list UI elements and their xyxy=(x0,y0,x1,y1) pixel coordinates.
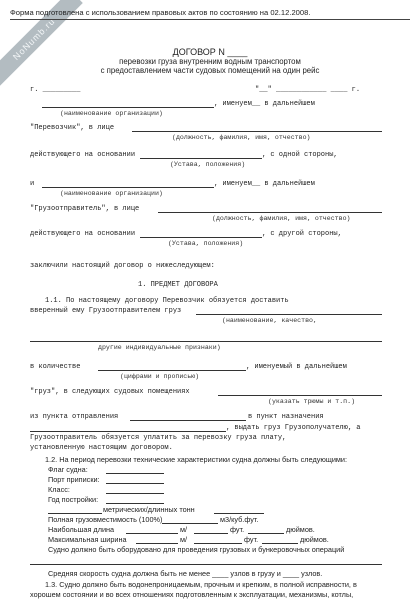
width-label: Максимальная ширина xyxy=(48,535,127,544)
flag-line xyxy=(106,473,164,474)
shipper-pays: Грузоотправитель обязуется уплатить за перевозку груза плату, xyxy=(30,434,287,442)
party2-tail: , именуем__ в дальнейшем xyxy=(214,180,315,188)
contract-subtitle-1: перевозки груза внутренним водным транспортом xyxy=(119,57,301,66)
party1-tail: , именуем__ в дальнейшем xyxy=(214,100,315,108)
year-label: Год постройки: xyxy=(48,495,99,504)
width-m-line xyxy=(136,543,178,544)
width-ft-line xyxy=(194,543,242,544)
dwt-line-2 xyxy=(214,513,264,514)
org1-line xyxy=(42,107,214,108)
equipment-line xyxy=(30,564,382,565)
date-field: "__" ____________ ____ г. xyxy=(255,86,361,94)
caption-org1: (наименование организации) xyxy=(60,110,163,117)
shipper-label: "Грузоотправитель", в лице xyxy=(30,205,140,213)
length-m-line xyxy=(126,533,178,534)
caption-pos2: (должность, фамилия, имя, отчество) xyxy=(212,215,351,222)
equipment-text: Судно должно быть оборудовано для проведения грузовых и бункеровочных операций xyxy=(48,545,345,554)
width-in: дюймов. xyxy=(300,535,329,544)
width-m: м/ xyxy=(180,535,188,544)
qty-line xyxy=(98,370,246,371)
length-m: м/ xyxy=(180,525,188,534)
flag-label: Флаг судна: xyxy=(48,465,88,474)
class-line xyxy=(106,493,164,494)
port-label: Порт приписки: xyxy=(48,475,100,484)
from-point-line xyxy=(130,420,246,421)
contract-title: ДОГОВОР N ____ xyxy=(172,47,248,57)
capacity-unit: м3/куб.фут. xyxy=(220,515,259,524)
length-label: Наибольшая длина xyxy=(48,525,115,534)
length-ft: фут. xyxy=(230,525,245,534)
class-label: Класс: xyxy=(48,485,70,494)
cargo-line-2 xyxy=(30,341,382,342)
dwt-unit: метрических/длинных тонн xyxy=(103,505,195,514)
contract-subtitle-2: с предоставлением части судовых помещений на один рейс xyxy=(100,66,320,75)
established-text: установленную настоящим договором. xyxy=(30,444,173,452)
capacity-label: Полная грузовместимость (100%) xyxy=(48,515,163,524)
holds-line xyxy=(218,395,382,396)
issue-text: , выдать груз Грузополучателю, а xyxy=(226,424,361,432)
port-line xyxy=(106,483,164,484)
caption-pos1: (должность, фамилия, имя, отчество) xyxy=(172,134,311,141)
from-point-label: из пункта отправления xyxy=(30,413,119,421)
p11-line1: 1.1. По настоящему договору Перевозчик обязуется доставить xyxy=(45,297,289,305)
watermark-badge: NoNumb.ru xyxy=(0,0,83,88)
capacity-line xyxy=(162,523,218,524)
p13-line2: хорошем состоянии и во всех отношениях подготовленным к эксплуатации, механизмы, котлы, xyxy=(30,590,354,599)
to-point-label: в пункт назначения xyxy=(248,413,324,421)
acting2-label: действующего на основании xyxy=(30,230,136,238)
p12-text: 1.2. На период перевозки технические характеристики судна должны быть следующими: xyxy=(45,455,348,464)
caption-org2: (наименование организации) xyxy=(60,190,163,197)
caption-charter1: (Устава, положения) xyxy=(170,161,246,168)
qty-tail: , именуемый в дальнейшем xyxy=(246,363,347,371)
caption-cargo: (наименование, качество, xyxy=(222,317,317,324)
caption-other: другие индивидуальные признаки) xyxy=(98,344,221,351)
shipper-rep-line xyxy=(158,212,382,213)
acting2-tail: , с другой стороны, xyxy=(262,230,342,238)
header-note: Форма подготовлена с использованием правовых актов по состоянию на 02.12.2008. xyxy=(10,8,311,17)
width-ft: фут. xyxy=(244,535,259,544)
section1-heading: 1. ПРЕДМЕТ ДОГОВОРА xyxy=(138,281,218,289)
and-label: и xyxy=(30,180,35,188)
carrier-label: "Перевозчик", в лице xyxy=(30,124,115,132)
acting1-tail: , с одной стороны, xyxy=(262,151,338,159)
city-field: г. _________ xyxy=(30,86,81,94)
header-divider xyxy=(10,19,410,20)
acting1-line xyxy=(140,158,262,159)
speed-text: Средняя скорость судна должна быть не менее ____ узлов в грузу и ____ узлов. xyxy=(48,569,323,578)
cargo-line xyxy=(196,314,382,315)
caption-holds: (указать трюмы и т.п.) xyxy=(268,398,356,405)
length-in: дюймов. xyxy=(286,525,315,534)
width-in-line xyxy=(262,543,298,544)
p11-line2: вверенный ему Грузоотправителем груз xyxy=(30,307,182,315)
cargo-rooms-label: "груз", в следующих судовых помещениях xyxy=(30,388,190,396)
dwt-line xyxy=(48,513,102,514)
to-point-line xyxy=(30,431,226,432)
length-ft-line xyxy=(194,533,228,534)
year-line xyxy=(106,503,164,504)
qty-label: в количестве xyxy=(30,363,81,371)
carrier-rep-line xyxy=(132,131,382,132)
length-in-line xyxy=(248,533,284,534)
caption-charter2: (Устава, положения) xyxy=(168,240,244,247)
org2-line xyxy=(42,187,214,188)
acting1-label: действующего на основании xyxy=(30,151,136,159)
caption-qty: (цифрами и прописью) xyxy=(120,373,200,380)
p13-line1: 1.3. Судно должно быть водонепроницаемым, прочным и крепким, в полной исправности, в xyxy=(45,580,357,589)
acting2-line xyxy=(140,237,262,238)
concluded-text: заключили настоящий договор о нижеследующем: xyxy=(30,262,215,270)
